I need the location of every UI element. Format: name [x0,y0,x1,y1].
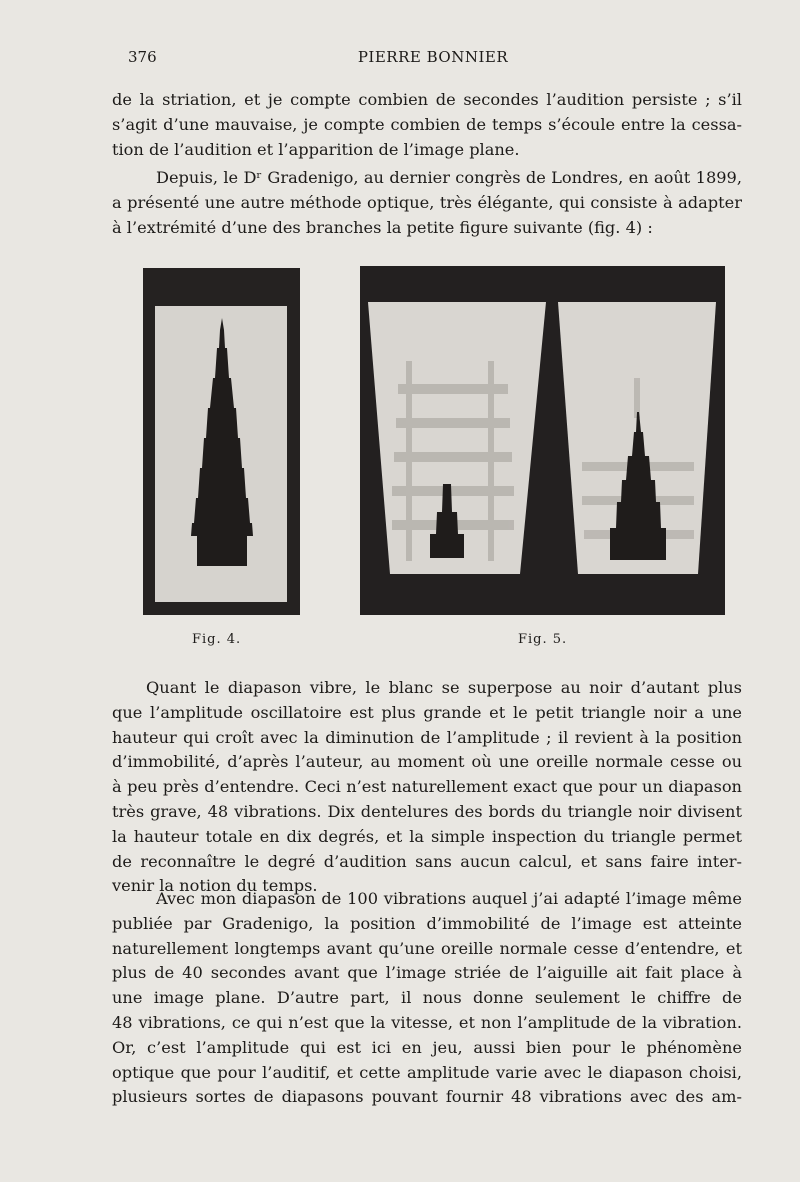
text-line: Depuis, le Dʳ Gradenigo, au dernier congrès de Londres, en août 1899, [156,168,742,187]
figure-4-drawing [143,268,300,615]
text-line: très grave, 48 vibrations. Dix dentelures des bords du triangle noir divisent [112,801,742,821]
running-title: PIERRE BONNIER [357,48,509,66]
text-line: s’agit d’une mauvaise, je compte combien de temps s’écoule entre la cessa- [112,114,742,134]
text-line: tion de l’audition et l’apparition de l’image plane. [112,139,520,159]
text-line: naturellement longtemps avant qu’une oreille normale cesse d’entendre, et [112,938,742,958]
text-line: de la striation, et je compte combien de secondes l’audition persiste ; s’il [112,90,742,109]
text-line: hauteur qui croît avec la diminution de l’amplitude ; il revient à la position [112,727,742,747]
text-line: à peu près d’entendre. Ceci n’est naturellement exact que pour un diapason [112,777,742,797]
text-line: optique que pour l’auditif, et cette amplitude varie avec le diapason choisi, [112,1062,742,1082]
text-line: plus de 40 secondes avant que l’image striée de l’aiguille ait fait place à [112,963,742,983]
text-line: une image plane. D’autre part, il nous donne seulement le chiffre de [112,988,742,1008]
text-line: d’immobilité, d’après l’auteur, au moment où une oreille normale cesse ou [112,752,742,772]
paragraph-4 [112,887,742,1110]
text-line: Or, c’est l’amplitude qui est ici en jeu, aussi bien pour le phénomène [112,1037,742,1057]
figure-4-caption: Fig. 4. [192,632,242,647]
paragraph-2 [112,166,742,240]
text-line: 48 vibrations, ce qui n’est que la vitesse, et non l’amplitude de la vibration. [112,1012,742,1032]
text-line: de reconnaître le degré d’audition sans aucun calcul, et sans faire inter- [112,851,742,871]
figure-5-drawing [360,266,725,615]
text-line: que l’amplitude oscillatoire est plus grande et le petit triangle noir a une [112,702,742,722]
text-line: venir la notion du temps. [112,876,318,896]
figure-5-image [360,266,725,615]
paragraph-1 [112,88,742,162]
text-line: a présenté une autre méthode optique, très élégante, qui consiste à adapter [112,192,742,212]
figure-4-image [143,268,300,615]
text-line: à l’extrémité d’une des branches la petite figure suivante (fig. 4) : [112,217,653,237]
figure-5-caption: Fig. 5. [518,632,568,647]
text-line: Quant le diapason vibre, le blanc se superpose au noir d’autant plus [146,678,742,697]
text-line: publiée par Gradenigo, la position d’immobilité de l’image est atteinte [112,913,742,933]
text-line: Avec mon diapason de 100 vibrations auquel j’ai adapté l’image même [156,889,742,908]
page-header [128,48,738,72]
text-line: plusieurs sortes de diapasons pouvant fournir 48 vibrations avec des am- [112,1087,742,1107]
text-line: la hauteur totale en dix degrés, et la simple inspection du triangle permet [112,826,742,846]
paragraph-3 [112,676,742,899]
page-number: 376 [128,48,157,66]
